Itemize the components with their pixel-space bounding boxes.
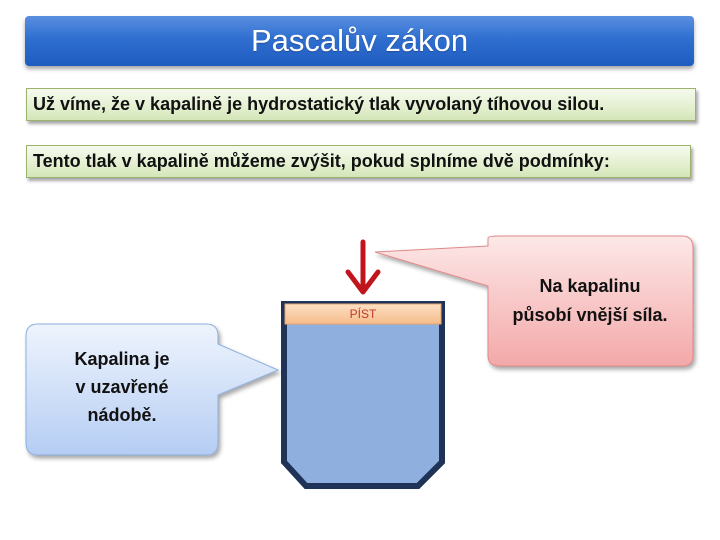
external-force-callout-line2: působí vnější síla. <box>512 305 668 325</box>
force-arrow-icon <box>348 242 378 292</box>
slide-title: Pascalův zákon <box>250 23 469 58</box>
piston-label: PÍST <box>349 307 377 321</box>
intro-statement-text: Už víme, že v kapalině je hydrostatický tlak vyvolaný tíhovou silou. <box>33 94 605 114</box>
liquid-container <box>284 304 442 486</box>
external-force-callout-line1: Na kapalinu <box>539 276 641 296</box>
closed-container-callout-line3: nádobě. <box>87 405 157 425</box>
closed-container-callout-line2: v uzavřené <box>75 377 169 397</box>
closed-container-callout-line1: Kapalina je <box>74 349 170 369</box>
conditions-statement-text: Tento tlak v kapalině můžeme zvýšit, pokud splníme dvě podmínky: <box>33 151 610 171</box>
